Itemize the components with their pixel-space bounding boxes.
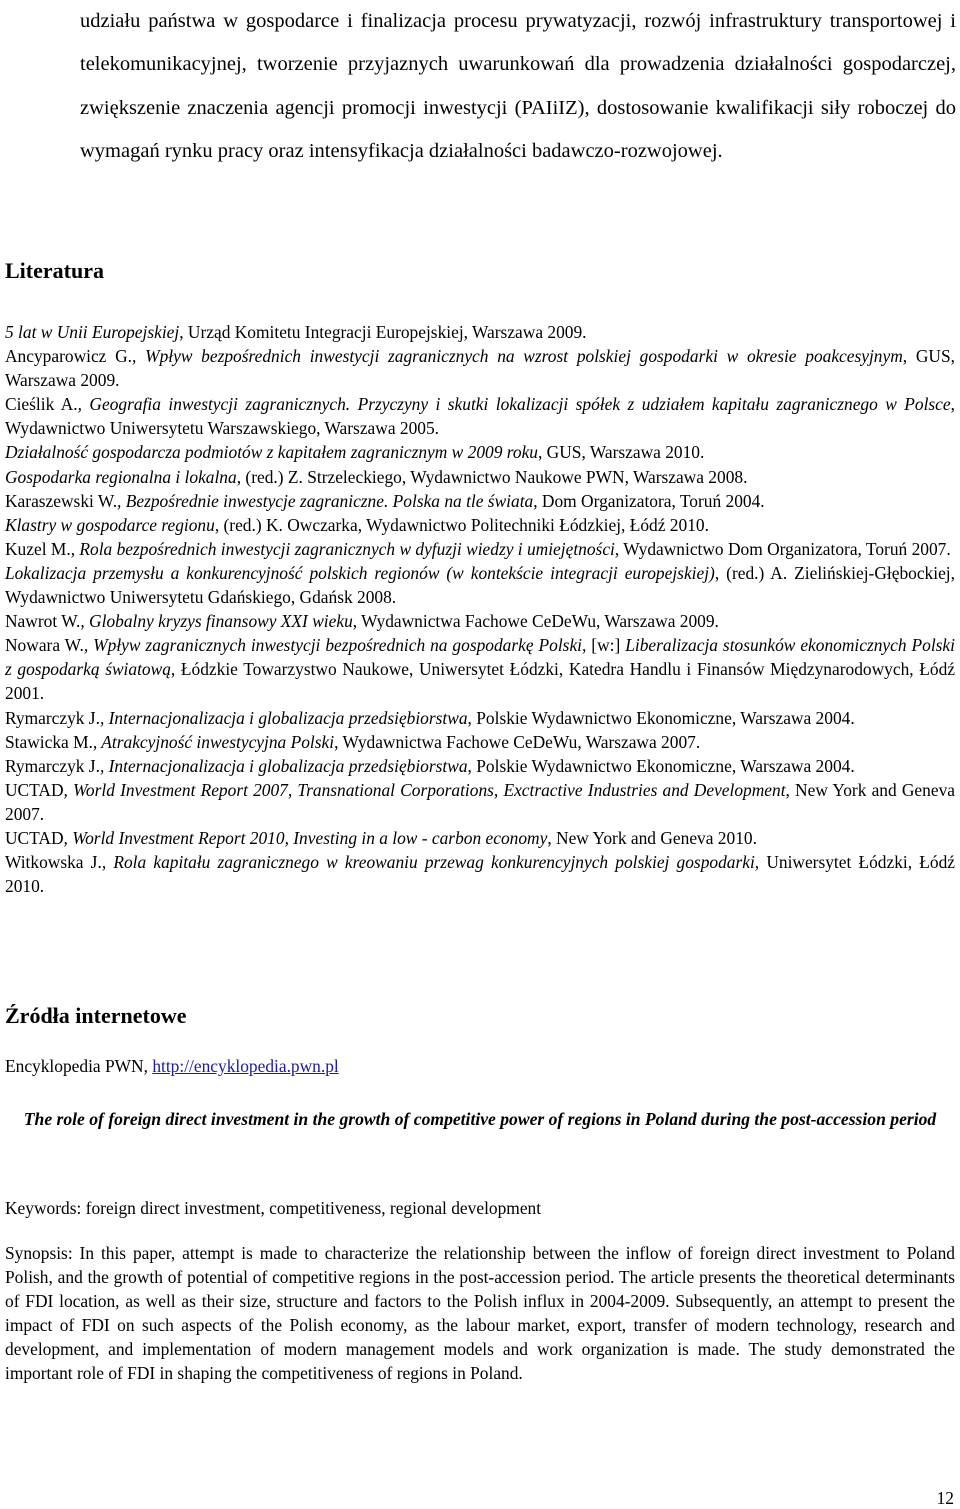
- reference-italic: , Internacjonalizacja i globalizacja przedsiębiorstwa: [99, 755, 468, 776]
- reference-italic: , Internacjonalizacja i globalizacja przedsiębiorstwa: [99, 707, 468, 728]
- reference-item: [5, 537, 955, 561]
- reference-author: UCTAD: [5, 827, 64, 848]
- reference-author: Witkowska J.: [5, 852, 102, 873]
- reference-rest: , Wydawnictwo Uniwersytetu Warszawskiego, Warszawa 2005.: [5, 394, 955, 439]
- reference-rest: , Wydawnictwa Fachowe CeDeWu, Warszawa 2009.: [352, 611, 719, 632]
- reference-item: [5, 392, 955, 440]
- synopsis: Synopsis: In this paper, attempt is made to characterize the relationship between the inflow of foreign direct investment to Poland Polish, and the growth of potential of competitive regions in the post-accession period. The article presents the theoretical determinants of FDI location, as well as their size, structure and factors to the Polish influx in 2004-2009. Subsequently, an attempt to present the impact of FDI on such aspects of the Polish economy, as the labour market, export, transfer of modern technology, research and development, and implementation of modern management models and work organization is made. The study demonstrated the important role of FDI in shaping the competitiveness of regions in Poland.: [5, 1243, 955, 1384]
- reference-item: [5, 850, 955, 898]
- reference-item: [5, 320, 955, 344]
- intro-paragraph: udziału państwa w gospodarce i finalizacja procesu prywatyzacji, rozwój infrastruktury transportowej i telekomunikacyjnej, tworzenie przyjaznych uwarunkowań dla prowadzenia działalności gospodarczej, zwiększenie znaczenia agencji promocji inwestycji (PAIiIZ), dostosowanie kwalifikacji siły roboczej do wymagań rynku pracy oraz intensyfikacja działalności badawczo-rozwojowej.: [80, 10, 956, 162]
- reference-italic: , World Investment Report 2007, Transnational Corporations, Exctractive Industries and Development: [63, 779, 786, 800]
- reference-italic: Gospodarka regionalna i lokalna: [5, 466, 237, 487]
- reference-rest: , Polskie Wydawnictwo Ekonomiczne, Warszawa 2004.: [467, 755, 855, 776]
- reference-italic2: Liberalizacja stosunków ekonomicznych Polski z gospodarką światową: [5, 635, 955, 680]
- references-list: [5, 320, 955, 898]
- reference-italic: , Bezpośrednie inwestycje zagraniczne. Polska na tle świata: [117, 490, 534, 511]
- reference-rest: , (red.) Z. Strzeleckiego, Wydawnictwo Naukowe PWN, Warszawa 2008.: [236, 466, 748, 487]
- source-link[interactable]: http://encyklopedia.pwn.pl: [152, 1056, 339, 1076]
- reference-item: [5, 754, 955, 778]
- reference-italic: Działalność gospodarcza podmiotów z kapitałem zagranicznym w 2009 roku: [5, 442, 538, 463]
- reference-author: Kuzel M.: [5, 538, 71, 559]
- reference-italic: Lokalizacja przemysłu a konkurencyjność polskich regionów (w kontekście integracji europejskiej): [5, 562, 715, 583]
- reference-item: [5, 826, 955, 850]
- reference-rest2: , Łódzkie Towarzystwo Naukowe, Uniwersytet Łódzki, Katedra Handlu i Finansów Międzynarodowych, Łódź 2001.: [5, 659, 955, 704]
- reference-author: Nowara W.: [5, 635, 84, 656]
- reference-rest: , Urząd Komitetu Integracji Europejskiej, Warszawa 2009.: [179, 322, 587, 342]
- reference-author: Karaszewski W.: [5, 490, 118, 511]
- literature-heading: Literatura: [5, 258, 104, 283]
- reference-rest: , GUS, Warszawa 2009.: [5, 346, 956, 391]
- reference-italic: 5 lat w Unii Europejskiej: [5, 322, 180, 342]
- reference-author: Stawicka M.: [5, 731, 93, 752]
- page-number: 12: [936, 1488, 954, 1508]
- reference-item: [5, 465, 955, 489]
- reference-rest: , Wydawnictwo Dom Organizatora, Toruń 2007.: [614, 538, 951, 559]
- sources-heading: Źródła internetowe: [5, 1003, 187, 1028]
- reference-rest: , New York and Geneva 2007.: [5, 779, 955, 824]
- source-label: Encyklopedia PWN,: [5, 1056, 153, 1076]
- reference-italic: , Globalny kryzys finansowy XXI wieku: [80, 611, 353, 632]
- reference-italic: , Rola bezpośrednich inwestycji zagranicznych w dyfuzji wiedzy i umiejętności: [70, 538, 615, 559]
- reference-item: [5, 344, 955, 392]
- reference-item: [5, 561, 955, 609]
- reference-author: Rymarczyk J.: [5, 755, 100, 776]
- reference-item: [5, 778, 955, 826]
- reference-rest: [w:]: [586, 635, 626, 656]
- reference-item: [5, 730, 955, 754]
- reference-item: [5, 609, 955, 633]
- reference-rest: , Dom Organizatora, Toruń 2004.: [533, 490, 765, 511]
- reference-rest: , Polskie Wydawnictwo Ekonomiczne, Warszawa 2004.: [467, 707, 855, 728]
- reference-item: [5, 513, 955, 537]
- reference-author: Ancyparowicz G.: [5, 346, 133, 367]
- english-title: The role of foreign direct investment in the growth of competitive power of regions in Poland during the post-accession period: [23, 1109, 937, 1129]
- reference-rest: , Wydawnictwa Fachowe CeDeWu, Warszawa 2007.: [334, 731, 701, 752]
- reference-italic: , Atrakcyjność inwestycyjna Polski: [92, 731, 335, 752]
- reference-italic: , Geografia inwestycji zagranicznych. Przyczyny i skutki lokalizacji spółek z udziałem kapitału zagranicznego w Polsce: [77, 394, 951, 415]
- reference-italic: , Wpływ bezpośrednich inwestycji zagranicznych na wzrost polskiej gospodarki w okresie poakcesyjnym: [132, 346, 903, 367]
- keywords: Keywords: foreign direct investment, competitiveness, regional development: [5, 1198, 542, 1218]
- reference-item: [5, 633, 955, 705]
- reference-rest: , GUS, Warszawa 2010.: [537, 442, 705, 463]
- reference-item: [5, 706, 955, 730]
- reference-author: Rymarczyk J.: [5, 707, 100, 728]
- reference-italic: , World Investment Report 2010, Investing in a low - carbon economy: [63, 827, 548, 848]
- reference-italic: , Rola kapitału zagranicznego w kreowaniu przewag konkurencyjnych polskiej gospodarki: [101, 852, 755, 873]
- reference-rest: , Uniwersytet Łódzki, Łódź 2010.: [5, 852, 955, 897]
- reference-author: UCTAD: [5, 779, 64, 800]
- reference-item: [5, 489, 955, 513]
- reference-italic: , Wpływ zagranicznych inwestycji bezpośrednich na gospodarkę Polski,: [83, 635, 587, 656]
- reference-rest: , New York and Geneva 2010.: [547, 827, 757, 848]
- reference-rest: , (red.) K. Owczarka, Wydawnictwo Politechniki Łódzkiej, Łódź 2010.: [214, 514, 709, 535]
- source-entry: [5, 1054, 339, 1078]
- reference-item: [5, 440, 955, 464]
- reference-author: Nawrot W.: [5, 611, 81, 632]
- reference-italic: Klastry w gospodarce regionu: [5, 514, 215, 535]
- reference-rest: , (red.) A. Zielińskiej-Głębockiej, Wydawnictwo Uniwersytetu Gdańskiego, Gdańsk 2008.: [5, 562, 955, 608]
- reference-author: Cieślik A.: [5, 394, 78, 415]
